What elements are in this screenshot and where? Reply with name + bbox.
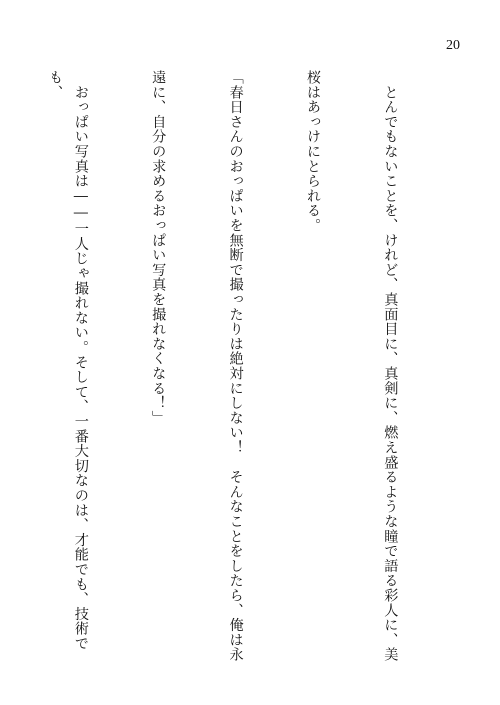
text-line: 「春日さんのおっぱいを無断で撮ったりは絶対にしない！ そんなことをしたら、俺は永 — [227, 70, 244, 662]
text-line: おっぱい写真は――一人じゃ撮れない。そして、一番大切なのは、才能でも、技術でも、 — [47, 70, 89, 651]
text-line: とんでもないことを、けれど、真面目に、真剣に、燃え盛るような瞳で語る彩人に、美 — [382, 70, 399, 662]
text-line: 桜はあっけにとられる。 — [305, 70, 322, 233]
body-text — [0, 70, 454, 670]
page-number: 20 — [446, 38, 460, 53]
text-line: 遠に、自分の求めるおっぱい写真を撮れなくなる！」 — [150, 70, 167, 426]
